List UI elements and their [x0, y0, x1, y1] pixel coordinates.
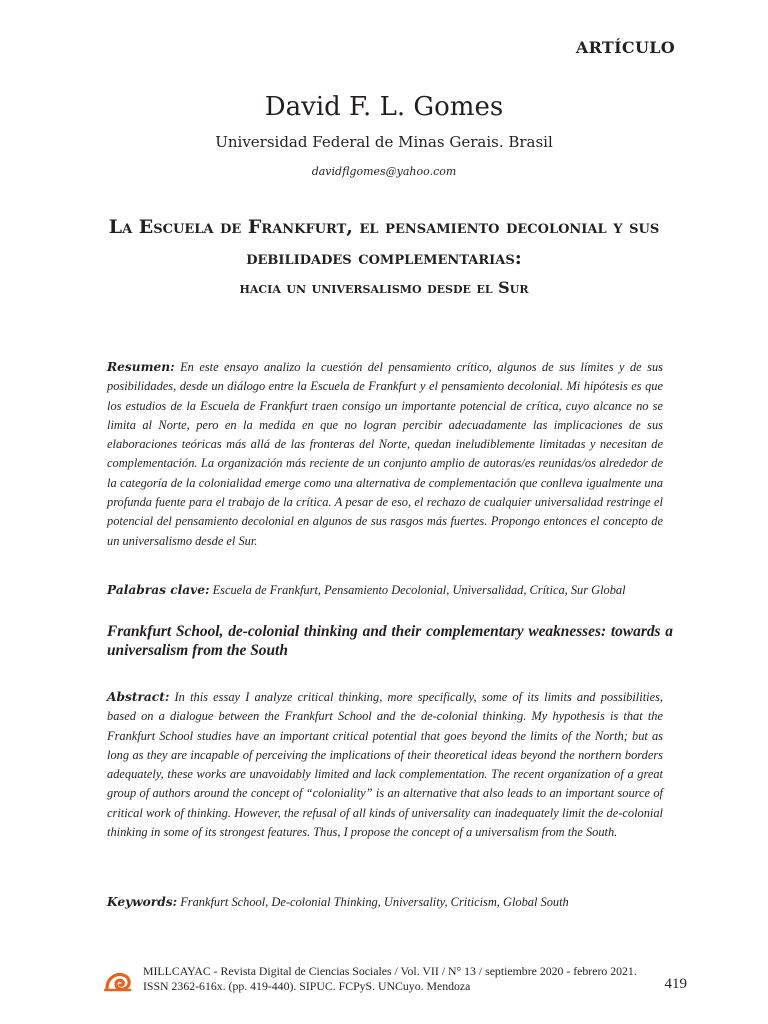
snail-spiral-icon	[104, 970, 134, 992]
keywords	[107, 895, 667, 910]
footer-citation	[143, 964, 683, 994]
abstract-label: Abstract:	[107, 690, 170, 704]
abstract-text: In this essay I analyze critical thinking, more specifically, some of its limits and possibilities, based on a dialogue between the Frankfurt School and the de-colonial thinking. My hypothesis is that the Frankfurt School studies have an important critical potential that goes beyond the limits of the North; but as long as they are incapable of perceiving the implications of their theoretical ideas beyond the northern borders adequately, these works are unavoidably limited and lack complementation. The recent organization of a great group of authors around the concept of “coloniality” is an alternative that also leads to an important source of critical work of thinking. However, the refusal of all kinds of universality can inadequately limit the de-colonial thinking in some of its strongest features. Thus, I propose the concept of a universalism from the South.	[107, 690, 663, 840]
author-affiliation: Universidad Federal de Minas Gerais. Brasil	[215, 133, 553, 151]
resumen-paragraph	[107, 358, 663, 551]
footer-line-2: ISSN 2362-616x. (pp. 419-440). SIPUC. FCPyS. UNCuyo. Mendoza	[143, 979, 471, 993]
author-email[interactable]: davidflgomes@yahoo.com	[311, 165, 457, 178]
palabras-clave	[107, 583, 667, 598]
article-subtitle: hacia un universalismo desde el Sur	[239, 278, 529, 297]
resumen-label: Resumen:	[107, 360, 175, 374]
keywords-text: Frankfurt School, De-colonial Thinking, Universality, Criticism, Global South	[177, 895, 569, 909]
resumen-text: En este ensayo analizo la cuestión del pensamiento crítico, algunos de sus límites y de sus posibilidades, desde un diálogo entre la Escuela de Frankfurt y el pensamiento decolonial. Mi hipótesis es que los estudios de la Escuela de Frankfurt traen consigo un importante potencial de crítica, cuyo alcance no se limita al Norte, pero en la medida en que no logran percibir adecuadamente las implicaciones de sus elaboraciones teóricas más allá de las fronteras del Norte, quedan ineludiblemente limitadas y necesitan de complementación. La organización más reciente de un conjunto amplio de autoras/es reunidas/os alrededor de la categoría de la colonialidad emerge como una alternativa de complementación que conlleva igualmente una profunda fuente para el trabajo de la crítica. A pesar de eso, el rechazo de cualquier universalidad restringe el potencial del pensamiento decolonial en algunos de sus rasgos más fuertes. Propongo entonces el concepto de un universalismo desde el Sur.	[107, 360, 663, 548]
palabras-clave-label: Palabras clave:	[107, 583, 210, 597]
footer-line-1: MILLCAYAC - Revista Digital de Ciencias Sociales / Vol. VII / N° 13 / septiembre 2020 - febrero 2021.	[143, 964, 637, 978]
author-name: David F. L. Gomes	[264, 92, 504, 122]
english-title: Frankfurt School, de-colonial thinking and their complementary weaknesses: towards a universalism from the South	[107, 623, 673, 659]
abstract-paragraph	[107, 688, 663, 842]
keywords-label: Keywords:	[107, 895, 178, 909]
article-title-main: La Escuela de Frankfurt, el pensamiento decolonial y sus debilidades complementarias:	[108, 216, 660, 269]
article-title	[100, 212, 668, 302]
palabras-clave-text: Escuela de Frankfurt, Pensamiento Decolonial, Universalidad, Crítica, Sur Global	[209, 583, 626, 597]
section-label: ARTÍCULO	[575, 38, 675, 57]
page-number: 419	[664, 976, 687, 992]
